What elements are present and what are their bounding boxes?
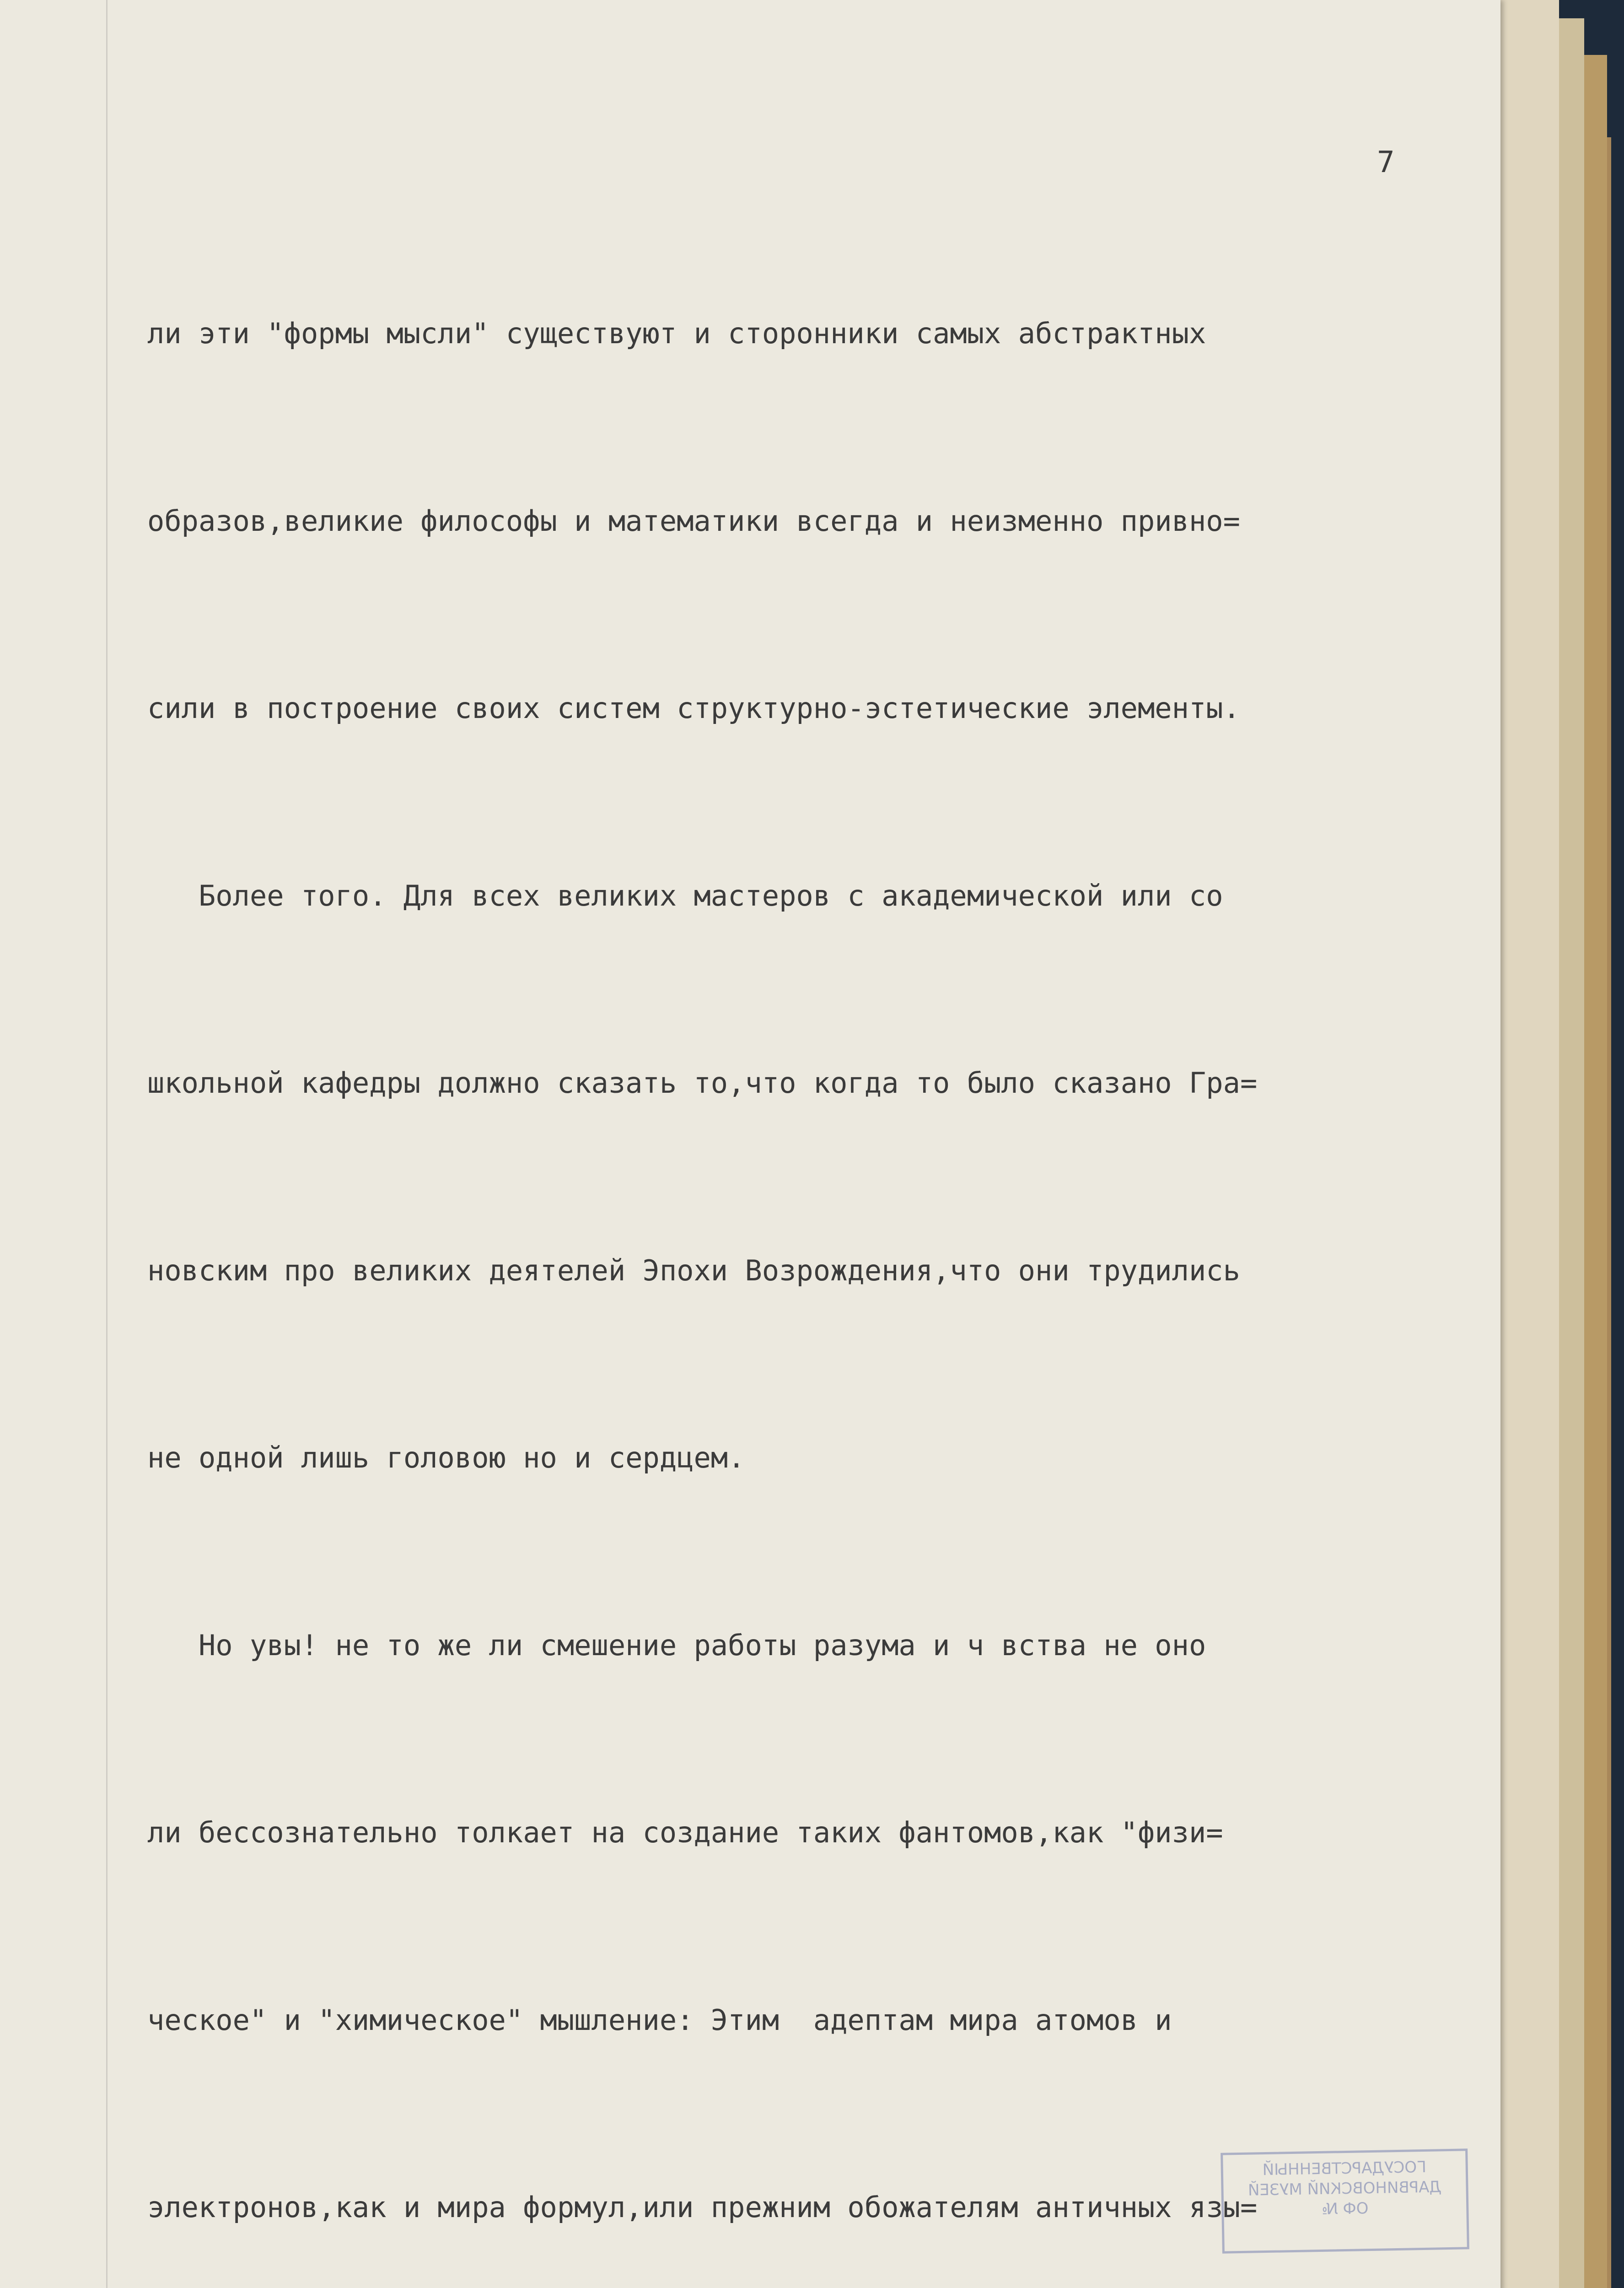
text-line: Но увы! не то же ли смешение работы разума и ч вства не оно — [147, 1628, 1206, 1662]
text-line: ли бессознательно толкает на создание таких фантомов,как "физи= — [147, 1816, 1223, 1849]
text-line: электронов,как и мира формул,или прежним обожателям античных язы= — [147, 2191, 1258, 2224]
text-line: сили в построение своих систем структурно-эстетические элементы. — [147, 691, 1240, 725]
text-line: образов,великие философы и математики всегда и неизменно привно= — [147, 504, 1240, 538]
typed-text — [147, 178, 1474, 2288]
stamp-text: ДАРВИНОВСКИЙ МУЗЕЙ — [1248, 2178, 1442, 2200]
museum-stamp — [1221, 2148, 1469, 2253]
stamp-text: ГОСУДАРСТВЕННЫЙ — [1262, 2158, 1427, 2180]
text-line: школьной кафедры должно сказать то,что когда то было сказано Гра= — [147, 1066, 1258, 1100]
text-line: новским про великих деятелей Эпохи Возрождения,что они трудились — [147, 1253, 1240, 1287]
text-line: не одной лишь головою но и сердцем. — [147, 1441, 745, 1474]
text-line: ческое" и "химическое" мышление: Этим адептам мира атомов и — [147, 2003, 1172, 2037]
binding-line — [106, 0, 108, 2288]
stamp-text: ОФ № — [1321, 2199, 1369, 2218]
page-number: 7 — [1377, 146, 1395, 179]
text-line: ли эти "формы мысли" существуют и сторонники самых абстрактных — [147, 317, 1206, 350]
text-line: Более того. Для всех великих мастеров с академической или со — [147, 879, 1223, 912]
